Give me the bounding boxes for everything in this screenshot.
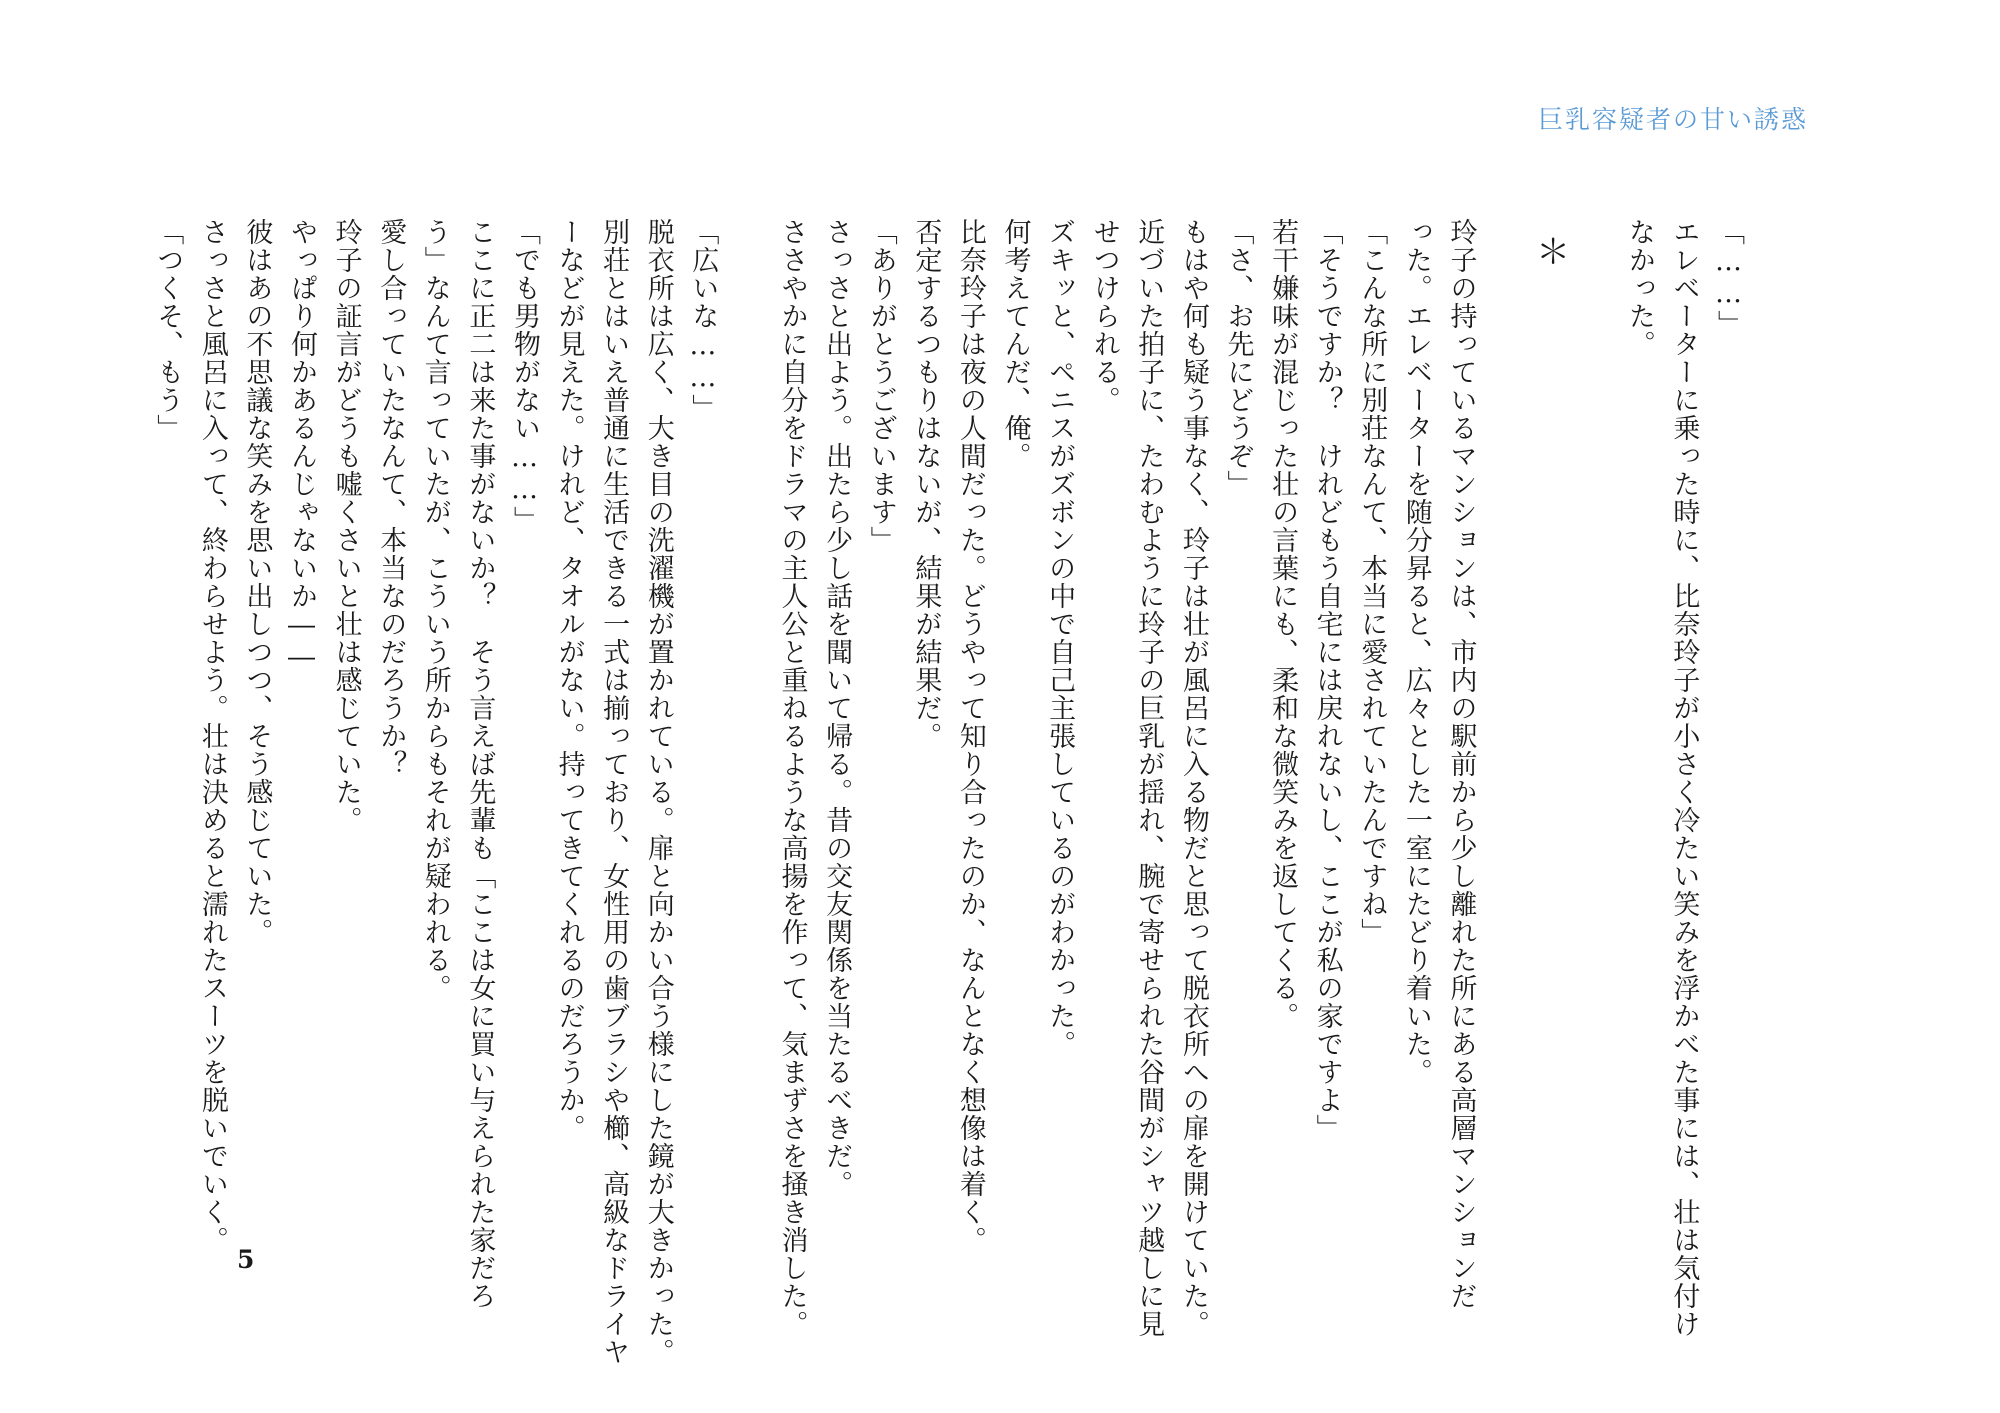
text-line: 別荘とはいえ普通に生活できる一式は揃っており、女性用の歯ブラシや櫛、高級なドライヤ — [598, 218, 630, 1366]
running-title: 巨乳容疑者の甘い誘惑 — [1537, 105, 1808, 134]
text-line: 「でも男物がない……」 — [508, 218, 540, 534]
text-line: 近づいた拍子に、たわむように玲子の巨乳が揺れ、腕で寄せられた谷間がシャツ越しに見 — [1133, 218, 1165, 1338]
text-line: エレベーターに乗った時に、比奈玲子が小さく冷たい笑みを浮かべた事には、壮は気付け — [1668, 218, 1700, 1338]
text-line: さっさと風呂に入って、終わらせよう。壮は決めると濡れたスーツを脱いでいく。 — [196, 218, 228, 1254]
text-line: う」なんて言っていたが、こういう所からもそれが疑われる。 — [419, 218, 451, 1002]
text-line: った。エレベーターを随分昇ると、広々とした一室にたどり着いた。 — [1400, 218, 1432, 1086]
text-line: 何考えてんだ、俺。 — [999, 218, 1031, 470]
scene-break-asterisk: ＊ — [1529, 234, 1570, 269]
text-line: 彼はあの不思議な笑みを思い出しつつ、そう感じていた。 — [241, 218, 273, 946]
blank-line — [724, 218, 769, 1218]
text-line: ズキッと、ペニスがズボンの中で自己主張しているのがわかった。 — [1044, 218, 1076, 1058]
page-number: 5 — [237, 1245, 255, 1274]
text-line: もはや何も疑う事なく、玲子は壮が風呂に入る物だと思って脱衣所への扉を開けていた。 — [1177, 218, 1209, 1338]
text-line: 否定するつもりはないが、結果が結果だ。 — [910, 218, 942, 750]
text-line: 玲子の持っているマンションは、市内の駅前から少し離れた所にある高層マンションだ — [1445, 218, 1477, 1310]
text-line: さっさと出よう。出たら少し話を聞いて帰る。昔の交友関係を当たるべきだ。 — [821, 218, 853, 1198]
text-line: 「そうですか？ けれどもう自宅には戻れないし、ここが私の家ですよ」 — [1311, 218, 1343, 1142]
blank-line — [1482, 218, 1527, 1218]
blank-line — [1572, 218, 1617, 1218]
text-line: 玲子の証言がどうも嘘くさいと壮は感じていた。 — [330, 218, 362, 834]
text-line: 若干嫌味が混じった壮の言葉にも、柔和な微笑みを返してくる。 — [1267, 218, 1299, 1030]
text-line: 愛し合っていたなんて、本当なのだろうか？ — [375, 218, 407, 778]
text-line: ーなどが見えた。けれど、タオルがない。持ってきてくれるのだろうか。 — [553, 218, 585, 1142]
text-line: せつけられる。 — [1088, 218, 1120, 414]
body-text — [145, 218, 1750, 1366]
text-line: 「つくそ、もう」 — [152, 218, 184, 442]
text-line: 脱衣所は広く、大き目の洗濯機が置かれている。扉と向かい合う様にした鏡が大きかった。 — [642, 218, 674, 1366]
text-line: やっぱり何かあるんじゃないか―― — [286, 218, 317, 674]
text-line: 「……」 — [1713, 218, 1744, 338]
text-line: 比奈玲子は夜の人間だった。どうやって知り合ったのか、なんとなく想像は着く。 — [954, 218, 986, 1254]
text-line: 「広いな……」 — [687, 218, 719, 422]
text-line: ここに正二は来た事がないか？ そう言えば先輩も「ここは女に買い与えられた家だろ — [464, 218, 496, 1310]
text-line: ささやかに自分をドラマの主人公と重ねるような高揚を作って、気まずさを掻き消した。 — [776, 218, 808, 1338]
text-line: 「ありがとうございます」 — [865, 218, 897, 554]
text-line: 「こんな所に別荘なんて、本当に愛されていたんですね」 — [1356, 218, 1388, 946]
text-line: 「さ、お先にどうぞ」 — [1222, 218, 1254, 498]
text-line: なかった。 — [1623, 218, 1655, 358]
